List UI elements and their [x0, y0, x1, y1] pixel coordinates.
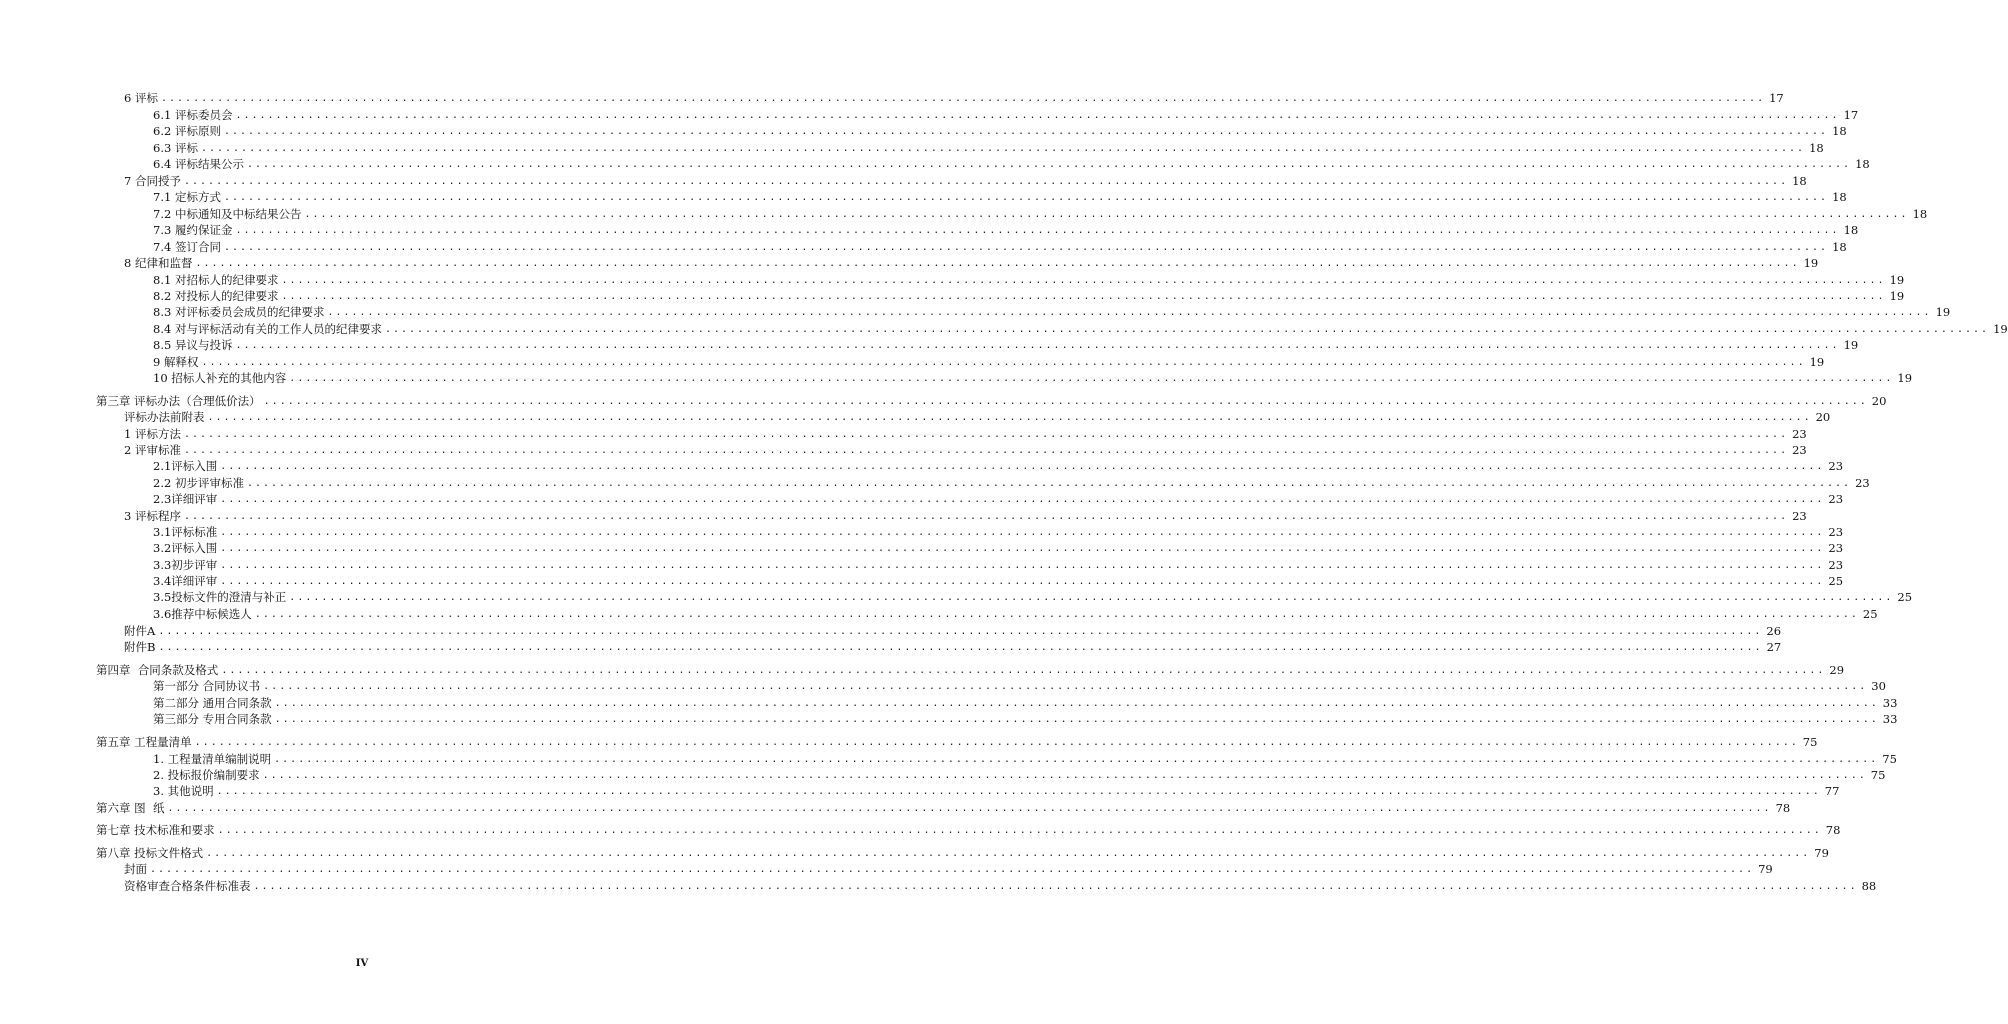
toc-entry-title: 第八章 投标文件格式 — [96, 846, 204, 860]
toc-entry[interactable] — [153, 303, 1951, 319]
toc-entry[interactable] — [124, 622, 1782, 638]
toc-leader-dots: ........................................................................................................................................................................................................ — [220, 576, 1825, 587]
toc-entry-page: 19 — [1889, 273, 1905, 287]
toc-entry-title: 2.2 初步评审标准 — [153, 476, 244, 490]
toc-entry-title: 3 评标程序 — [124, 509, 181, 523]
toc-entry-page: 18 — [1809, 141, 1824, 155]
toc-entry-page: 23 — [1855, 476, 1870, 490]
toc-entry-page: 18 — [1792, 174, 1807, 188]
toc-leader-dots: ........................................................................................................................................................................................................ — [289, 373, 1894, 384]
toc-entry[interactable] — [153, 353, 1825, 369]
toc-leader-dots: ........................................................................................................................................................................................................ — [235, 340, 1840, 351]
toc-entry-title: 第二部分 通用合同条款 — [153, 696, 272, 710]
toc-entry[interactable] — [153, 122, 1847, 138]
toc-entry-title: 1. 工程量清单编制说明 — [153, 752, 272, 766]
toc-entry-page: 17 — [1843, 108, 1859, 122]
toc-entry-title: 2.3详细评审 — [153, 492, 218, 506]
toc-entry-page: 19 — [1809, 355, 1825, 369]
toc-leader-dots: ........................................................................................................................................................................................................ — [384, 324, 1990, 335]
toc-leader-dots: ........................................................................................................................................................................................................ — [223, 192, 1829, 203]
toc-leader-dots: ........................................................................................................................................................................................................ — [183, 429, 1789, 440]
toc-leader-dots: ........................................................................................................................................................................................................ — [201, 357, 1806, 368]
toc-entry-title: 第四章 合同条款及格式 — [96, 663, 219, 677]
toc-entry-title: 8.2 对投标人的纪律要求 — [153, 289, 279, 303]
toc-leader-dots: ........................................................................................................................................................................................................ — [220, 461, 1825, 472]
toc-entry-page: 78 — [1775, 801, 1791, 815]
toc-entry[interactable] — [153, 271, 1905, 287]
toc-entry-title: 6 评标 — [124, 91, 158, 105]
toc-entry[interactable] — [153, 221, 1859, 237]
toc-entry[interactable] — [153, 490, 1844, 506]
toc-entry-title: 8.5 异议与投诉 — [153, 338, 233, 352]
toc-entry[interactable] — [153, 677, 1886, 693]
toc-entry-title: 2.1评标入围 — [153, 459, 218, 473]
toc-leader-dots: ........................................................................................................................................................................................................ — [195, 258, 1800, 269]
toc-entry-title: 2 评审标准 — [124, 443, 181, 457]
toc-entry-title: 附件B — [124, 640, 156, 654]
toc-leader-dots: ........................................................................................................................................................................................................ — [263, 396, 1868, 407]
toc-leader-dots: ........................................................................................................................................................................................................ — [183, 511, 1789, 522]
toc-entry-title: 1 评标方法 — [124, 427, 181, 441]
toc-entry-page: 18 — [1832, 190, 1847, 204]
toc-leader-dots: ........................................................................................................................................................................................................ — [223, 242, 1829, 253]
toc-entry-page: 19 — [1889, 289, 1905, 303]
toc-entry-title: 6.1 评标委员会 — [153, 108, 233, 122]
toc-leader-dots: ........................................................................................................................................................................................................ — [223, 126, 1829, 137]
toc-entry-title: 9 解释权 — [153, 355, 199, 369]
toc-entry[interactable] — [124, 638, 1782, 654]
toc-entry-page: 19 — [1935, 305, 1951, 319]
toc-entry[interactable] — [153, 556, 1844, 572]
toc-entry-title: 6.2 评标原则 — [153, 124, 221, 138]
toc-leader-dots: ........................................................................................................................................................................................................ — [167, 803, 1772, 814]
toc-entry-page: 19 — [1993, 322, 2008, 336]
toc-entry[interactable] — [153, 539, 1844, 555]
toc-leader-dots: ........................................................................................................................................................................................................ — [246, 478, 1852, 489]
toc-entry[interactable] — [96, 844, 1829, 860]
toc-entry-title: 第一部分 合同协议书 — [153, 679, 261, 693]
toc-entry-page: 75 — [1882, 752, 1897, 766]
toc-entry-title: 6.3 评标 — [153, 141, 198, 155]
toc-leader-dots: ........................................................................................................................................................................................................ — [289, 592, 1894, 603]
toc-entry-title: 3. 其他说明 — [153, 784, 214, 798]
toc-entry-page: 88 — [1861, 879, 1877, 893]
toc-leader-dots: ........................................................................................................................................................................................................ — [183, 445, 1789, 456]
toc-entry[interactable] — [96, 661, 1845, 677]
toc-entry[interactable] — [153, 474, 1870, 490]
toc-leader-dots: ........................................................................................................................................................................................................ — [327, 307, 1932, 318]
toc-entry-title: 7.1 定标方式 — [153, 190, 221, 204]
toc-entry-title: 第三章 评标办法（合理低价法） — [96, 394, 261, 408]
toc-entry[interactable] — [124, 172, 1807, 188]
toc-entry-page: 77 — [1824, 784, 1840, 798]
toc-entry[interactable] — [153, 106, 1859, 122]
toc-leader-dots: ........................................................................................................................................................................................................ — [158, 642, 1763, 653]
toc-entry-page: 75 — [1802, 735, 1818, 749]
toc-entry[interactable] — [153, 205, 1928, 221]
toc-leader-dots: ........................................................................................................................................................................................................ — [274, 714, 1879, 725]
toc-entry[interactable] — [153, 139, 1824, 155]
toc-leader-dots: ........................................................................................................................................................................................................ — [254, 609, 1859, 620]
toc-entry[interactable] — [153, 287, 1905, 303]
toc-entry-title: 8.4 对与评标活动有关的工作人员的纪律要求 — [153, 322, 382, 336]
toc-entry-page: 79 — [1814, 846, 1829, 860]
toc-leader-dots: ........................................................................................................................................................................................................ — [220, 494, 1825, 505]
toc-entry[interactable] — [124, 860, 1773, 876]
toc-leader-dots: ........................................................................................................................................................................................................ — [160, 93, 1766, 104]
toc-entry-page: 17 — [1769, 91, 1784, 105]
toc-entry-title: 3.1评标标准 — [153, 525, 218, 539]
toc-leader-dots: ........................................................................................................................................................................................................ — [206, 848, 1811, 859]
toc-entry[interactable] — [124, 89, 1784, 105]
toc-entry-page: 33 — [1882, 712, 1898, 726]
toc-entry-title: 评标办法前附表 — [124, 410, 205, 424]
toc-entry-page: 19 — [1897, 371, 1913, 385]
toc-entry-page: 18 — [1912, 207, 1928, 221]
toc-entry-title: 7.3 履约保证金 — [153, 223, 233, 237]
toc-entry-page: 29 — [1829, 663, 1845, 677]
toc-entry-title: 第七章 技术标准和要求 — [96, 823, 215, 837]
page-number: IV — [355, 958, 369, 969]
toc-entry-title: 8.3 对评标委员会成员的纪律要求 — [153, 305, 325, 319]
toc-leader-dots: ........................................................................................................................................................................................................ — [220, 543, 1825, 554]
toc-leader-dots: ........................................................................................................................................................................................................ — [253, 881, 1858, 892]
toc-entry[interactable] — [153, 336, 1859, 352]
toc-entry-title: 7 合同授予 — [124, 174, 181, 188]
toc-entry[interactable] — [96, 799, 1791, 815]
toc-leader-dots: ........................................................................................................................................................................................................ — [281, 275, 1886, 286]
toc-entry[interactable] — [153, 238, 1847, 254]
toc-leader-dots: ........................................................................................................................................................................................................ — [158, 626, 1763, 637]
toc-entry-page: 75 — [1870, 768, 1886, 782]
toc-entry-page: 33 — [1882, 696, 1898, 710]
toc-entry-title: 第五章 工程量清单 — [96, 735, 192, 749]
toc-entry[interactable] — [96, 821, 1841, 837]
toc-entry[interactable] — [153, 766, 1886, 782]
toc-entry-page: 23 — [1828, 492, 1844, 506]
toc-entry-page: 23 — [1828, 558, 1844, 572]
toc-entry-title: 6.4 评标结果公示 — [153, 157, 244, 171]
toc-entry-page: 18 — [1832, 240, 1847, 254]
toc-leader-dots: ........................................................................................................................................................................................................ — [263, 681, 1868, 692]
toc-entry[interactable] — [96, 392, 1887, 408]
toc-entry-page: 19 — [1843, 338, 1859, 352]
toc-entry-title: 3.3初步评审 — [153, 558, 218, 572]
toc-entry-page: 18 — [1832, 124, 1847, 138]
toc-entry-page: 20 — [1815, 410, 1831, 424]
toc-leader-dots: ........................................................................................................................................................................................................ — [304, 209, 1909, 220]
toc-entry-page: 25 — [1828, 574, 1844, 588]
toc-entry-title: 3.5投标文件的澄清与补正 — [153, 590, 287, 604]
toc-entry-page: 25 — [1897, 590, 1913, 604]
toc-entry-page: 79 — [1758, 862, 1773, 876]
toc-leader-dots: ........................................................................................................................................................................................................ — [235, 110, 1840, 121]
toc-entry-title: 7.4 签订合同 — [153, 240, 221, 254]
toc-leader-dots: ........................................................................................................................................................................................................ — [274, 754, 1879, 765]
toc-entry[interactable] — [124, 425, 1807, 441]
toc-entry[interactable] — [153, 572, 1844, 588]
toc-entry-page: 25 — [1862, 607, 1878, 621]
toc-leader-dots: ........................................................................................................................................................................................................ — [200, 143, 1806, 154]
toc-entry-page: 23 — [1828, 541, 1844, 555]
toc-entry-page: 23 — [1828, 459, 1844, 473]
toc-leader-dots: ........................................................................................................................................................................................................ — [221, 665, 1826, 676]
toc-entry-title: 8 纪律和监督 — [124, 256, 193, 270]
toc-entry-title: 附件A — [124, 624, 156, 638]
toc-entry-title: 2. 投标报价编制要求 — [153, 768, 260, 782]
toc-entry-page: 20 — [1871, 394, 1887, 408]
toc-entry-page: 18 — [1855, 157, 1870, 171]
toc-entry-page: 26 — [1766, 624, 1782, 638]
toc-entry-title: 3.2评标入围 — [153, 541, 218, 555]
toc-entry-title: 封面 — [124, 862, 147, 876]
toc-entry[interactable] — [153, 588, 1913, 604]
toc-entry-title: 10 招标人补充的其他内容 — [153, 371, 287, 385]
toc-leader-dots: ........................................................................................................................................................................................................ — [246, 159, 1852, 170]
toc-entry[interactable] — [153, 694, 1898, 710]
toc-leader-dots: ........................................................................................................................................................................................................ — [183, 176, 1789, 187]
toc-entry[interactable] — [153, 188, 1847, 204]
toc-entry[interactable] — [124, 877, 1877, 893]
toc-entry-page: 23 — [1792, 427, 1807, 441]
toc-leader-dots: ........................................................................................................................................................................................................ — [262, 770, 1867, 781]
toc-entry[interactable] — [124, 507, 1807, 523]
toc-entry[interactable] — [153, 750, 1897, 766]
toc-leader-dots: ........................................................................................................................................................................................................ — [217, 825, 1822, 836]
toc-entry[interactable] — [153, 369, 1913, 385]
toc-entry[interactable] — [153, 457, 1844, 473]
toc-entry-page: 30 — [1871, 679, 1886, 693]
toc-entry-page: 23 — [1792, 509, 1807, 523]
toc-entry-page: 19 — [1803, 256, 1819, 270]
toc-entry-title: 3.6推荐中标候选人 — [153, 607, 252, 621]
toc-leader-dots: ........................................................................................................................................................................................................ — [194, 737, 1799, 748]
toc-entry-page: 78 — [1825, 823, 1841, 837]
toc-entry-title: 资格审查合格条件标准表 — [124, 879, 251, 893]
toc-entry-title: 3.4详细评审 — [153, 574, 218, 588]
toc-leader-dots: ........................................................................................................................................................................................................ — [150, 864, 1755, 875]
toc-entry[interactable] — [124, 408, 1831, 424]
toc-leader-dots: ........................................................................................................................................................................................................ — [274, 698, 1879, 709]
toc-leader-dots: ........................................................................................................................................................................................................ — [235, 225, 1840, 236]
toc-leader-dots: ........................................................................................................................................................................................................ — [207, 412, 1812, 423]
toc-entry[interactable] — [96, 733, 1818, 749]
toc-entry[interactable] — [153, 782, 1840, 798]
toc-leader-dots: ........................................................................................................................................................................................................ — [220, 560, 1825, 571]
toc-entry[interactable] — [124, 441, 1807, 457]
toc-entry[interactable] — [153, 320, 2008, 336]
toc-leader-dots: ........................................................................................................................................................................................................ — [220, 527, 1825, 538]
toc-entry-page: 23 — [1792, 443, 1807, 457]
toc-entry[interactable] — [153, 155, 1870, 171]
toc-leader-dots: ........................................................................................................................................................................................................ — [216, 786, 1821, 797]
toc-entry[interactable] — [153, 605, 1878, 621]
toc-entry[interactable] — [153, 710, 1898, 726]
toc-leader-dots: ........................................................................................................................................................................................................ — [281, 291, 1886, 302]
toc-entry[interactable] — [153, 523, 1844, 539]
toc-entry-title: 第三部分 专用合同条款 — [153, 712, 272, 726]
toc-entry-page: 23 — [1828, 525, 1844, 539]
toc-entry-page: 27 — [1766, 640, 1782, 654]
toc-entry-title: 7.2 中标通知及中标结果公告 — [153, 207, 302, 221]
toc-entry-page: 18 — [1843, 223, 1859, 237]
toc-entry-title: 第六章 图 纸 — [96, 801, 165, 815]
toc-entry-title: 8.1 对招标人的纪律要求 — [153, 273, 279, 287]
toc-entry[interactable] — [124, 254, 1819, 270]
